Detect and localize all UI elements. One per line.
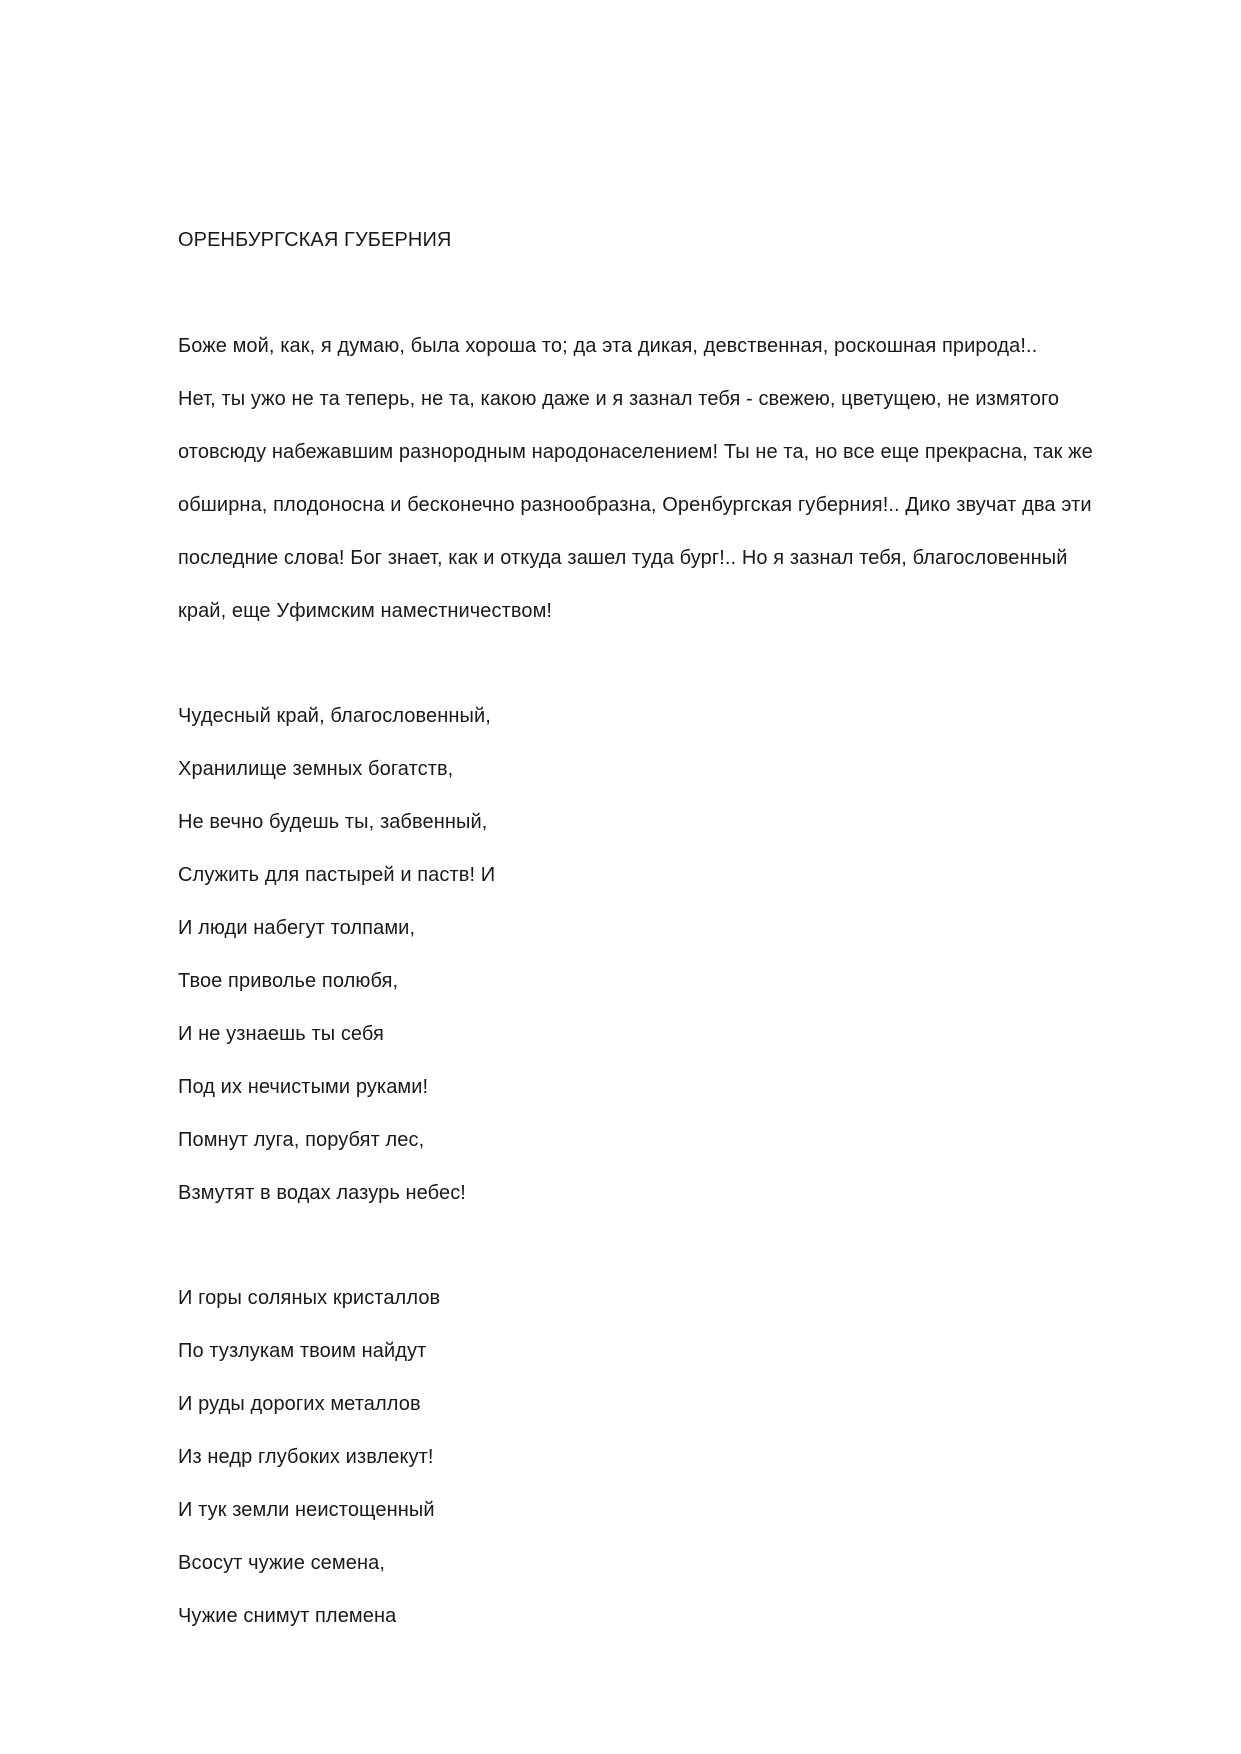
verse-line: Взмутят в водах лазурь небес! — [178, 1182, 466, 1204]
verse-line: Не вечно будешь ты, забвенный, — [178, 811, 488, 833]
verse-line: Служить для пастырей и паств! И — [178, 864, 496, 886]
verse-line: Помнут луга, порубят лес, — [178, 1129, 425, 1151]
verse-line: Чудесный край, благословенный, — [178, 705, 491, 727]
verse-line: Из недр глубоких извлекут! — [178, 1446, 434, 1468]
prose-line: обширна, плодоносна и бесконечно разнообразна, Оренбургская губерния!.. Дико звучат два эти — [178, 494, 1092, 516]
verse-line: И руды дорогих металлов — [178, 1393, 421, 1415]
prose-line: край, еще Уфимским наместничеством! — [178, 600, 553, 622]
verse-line: По тузлукам твоим найдут — [178, 1340, 427, 1362]
prose-line: последние слова! Бог знает, как и откуда зашел туда бург!.. Но я зазнал тебя, благословенный — [178, 547, 1068, 569]
document-title: ОРЕНБУРГСКАЯ ГУБЕРНИЯ — [178, 229, 452, 251]
prose-line: Боже мой, как, я думаю, была хороша то; да эта дикая, девственная, роскошная природа!.. — [178, 335, 1038, 357]
verse-line: Чужие снимут племена — [178, 1605, 397, 1627]
verse-line: Хранилище земных богатств, — [178, 758, 454, 780]
verse-line: Под их нечистыми руками! — [178, 1076, 429, 1098]
verse-line: Всосут чужие семена, — [178, 1552, 385, 1574]
prose-line: отовсюду набежавшим разнородным народонаселением! Ты не та, но все еще прекрасна, так же — [178, 441, 1093, 463]
prose-line: Нет, ты ужо не та теперь, не та, какою даже и я зазнал тебя - свежею, цветущею, не измятого — [178, 388, 1060, 410]
verse-line: Твое приволье полюбя, — [178, 970, 399, 992]
verse-line: И не узнаешь ты себя — [178, 1023, 384, 1045]
verse-line: И люди набегут толпами, — [178, 917, 416, 939]
verse-line: И горы соляных кристаллов — [178, 1287, 441, 1309]
verse-line: И тук земли неистощенный — [178, 1499, 435, 1521]
